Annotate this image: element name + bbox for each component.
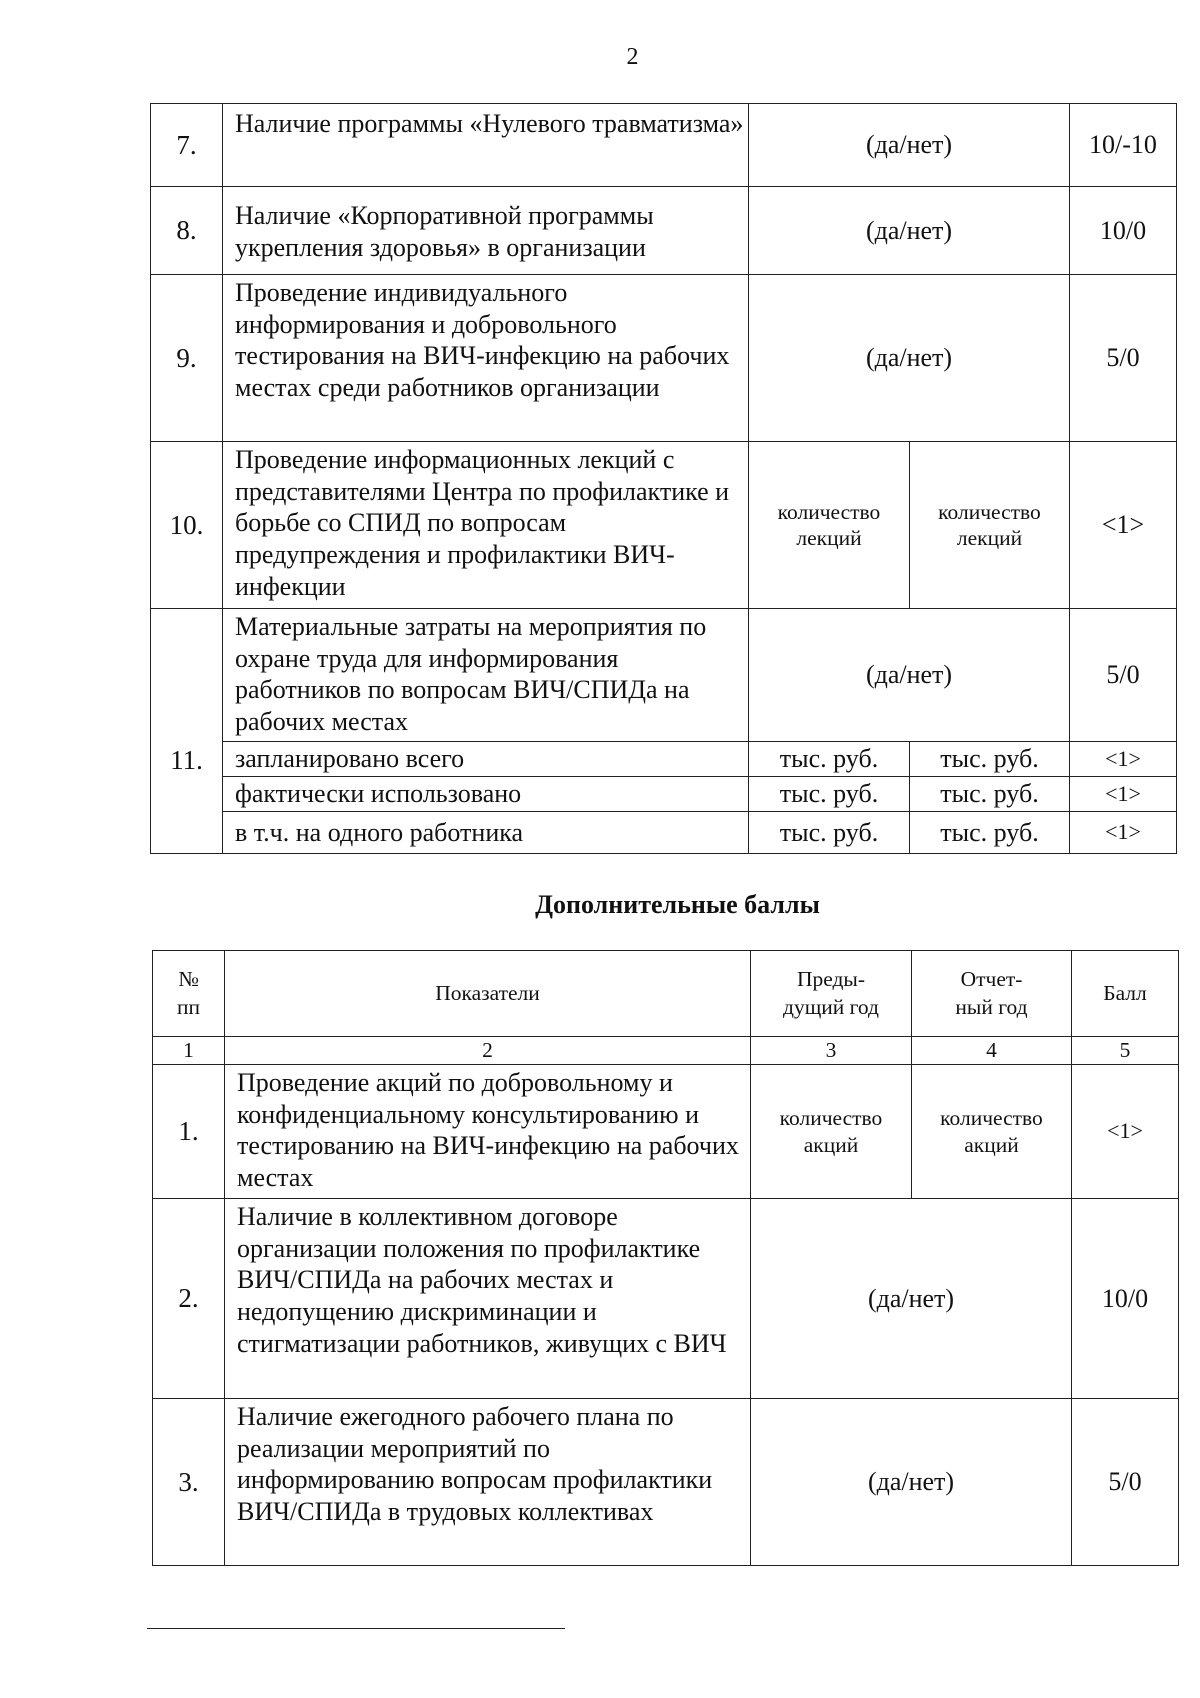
header-score: Балл xyxy=(1072,951,1179,1037)
value-cell: (да/нет) xyxy=(749,187,1070,275)
report-year-cell: тыс. руб. xyxy=(910,742,1070,777)
prev-year-cell: тыс. руб. xyxy=(749,812,910,854)
score-cell: 10/-10 xyxy=(1070,104,1177,187)
score-cell: <1> xyxy=(1070,812,1177,854)
row-number: 3. xyxy=(153,1399,225,1566)
column-number: 3 xyxy=(751,1037,912,1065)
value-cell: (да/нет) xyxy=(749,275,1070,442)
row-number: 9. xyxy=(151,275,223,442)
indicator-text: Проведение информационных лекций с представителями Центра по профилактике и борьбе со СПИД по вопросам предупреждения и профилактики ВИЧ-инфекции xyxy=(223,442,749,609)
row-number: 10. xyxy=(151,442,223,609)
value-cell: (да/нет) xyxy=(749,609,1070,742)
header-report-year: Отчет- ный год xyxy=(912,951,1072,1037)
indicator-text: Наличие программы «Нулевого травматизма» xyxy=(223,104,749,187)
indicator-text: Наличие «Корпоративной программы укрепления здоровья» в организации xyxy=(223,187,749,275)
column-number: 4 xyxy=(912,1037,1072,1065)
score-cell: <1> xyxy=(1070,442,1177,609)
score-cell: 5/0 xyxy=(1070,275,1177,442)
subrow-label: запланировано всего xyxy=(223,742,749,777)
indicators-table-continued xyxy=(150,103,1177,854)
table-row xyxy=(151,275,1177,442)
page-number: 2 xyxy=(626,44,639,70)
row-number: 7. xyxy=(151,104,223,187)
prev-year-cell: количество акций xyxy=(751,1065,912,1199)
table-subrow xyxy=(151,777,1177,812)
column-number: 5 xyxy=(1072,1037,1179,1065)
indicator-text: Проведение индивидуального информирования и добровольного тестирования на ВИЧ-инфекцию на рабочих местах среди работников организации xyxy=(223,275,749,442)
row-number: 1. xyxy=(153,1065,225,1199)
footnote-separator xyxy=(147,1628,565,1629)
row-number: 2. xyxy=(153,1199,225,1399)
header-prev-year: Преды- дущий год xyxy=(751,951,912,1037)
indicator-text: Наличие ежегодного рабочего плана по реализации мероприятий по информированию вопросам профилактики ВИЧ/СПИДа в трудовых коллективах xyxy=(225,1399,751,1566)
section-title: Дополнительные баллы xyxy=(535,890,820,919)
report-year-cell: тыс. руб. xyxy=(910,812,1070,854)
value-cell: (да/нет) xyxy=(751,1199,1072,1399)
prev-year-cell: количество лекций xyxy=(749,442,910,609)
value-cell: (да/нет) xyxy=(749,104,1070,187)
score-cell: 5/0 xyxy=(1070,609,1177,742)
subrow-label: фактически использовано xyxy=(223,777,749,812)
table-subrow xyxy=(151,742,1177,777)
column-number: 2 xyxy=(225,1037,751,1065)
indicator-text: Материальные затраты на мероприятия по охране труда для информирования работников по вопросам ВИЧ/СПИДа на рабочих местах xyxy=(223,609,749,742)
prev-year-cell: тыс. руб. xyxy=(749,742,910,777)
table-header-row xyxy=(153,951,1179,1037)
table-row xyxy=(151,187,1177,275)
table-row xyxy=(151,104,1177,187)
value-cell: (да/нет) xyxy=(751,1399,1072,1566)
table-subrow xyxy=(151,812,1177,854)
column-number: 1 xyxy=(153,1037,225,1065)
report-year-cell: тыс. руб. xyxy=(910,777,1070,812)
report-year-cell: количество лекций xyxy=(910,442,1070,609)
table-row xyxy=(151,442,1177,609)
row-number: 11. xyxy=(151,609,223,854)
row-number: 8. xyxy=(151,187,223,275)
score-cell: 10/0 xyxy=(1070,187,1177,275)
table-row xyxy=(153,1399,1179,1566)
subrow-label: в т.ч. на одного работника xyxy=(223,812,749,854)
prev-year-cell: тыс. руб. xyxy=(749,777,910,812)
score-cell: <1> xyxy=(1070,742,1177,777)
table-row xyxy=(153,1065,1179,1199)
table-row xyxy=(153,1199,1179,1399)
score-cell: 5/0 xyxy=(1072,1399,1179,1566)
column-number-row xyxy=(153,1037,1179,1065)
header-indicator: Показатели xyxy=(225,951,751,1037)
report-year-cell: количество акций xyxy=(912,1065,1072,1199)
indicator-text: Проведение акций по добровольному и конфиденциальному консультированию и тестированию на ВИЧ-инфекцию на рабочих местах xyxy=(225,1065,751,1199)
additional-points-table xyxy=(152,950,1179,1566)
header-num: № пп xyxy=(153,951,225,1037)
indicator-text: Наличие в коллективном договоре организации положения по профилактике ВИЧ/СПИДа на рабочих местах и недопущению дискриминации и стигматизации работников, живущих с ВИЧ xyxy=(225,1199,751,1399)
score-cell: <1> xyxy=(1072,1065,1179,1199)
table-row xyxy=(151,609,1177,742)
score-cell: 10/0 xyxy=(1072,1199,1179,1399)
score-cell: <1> xyxy=(1070,777,1177,812)
